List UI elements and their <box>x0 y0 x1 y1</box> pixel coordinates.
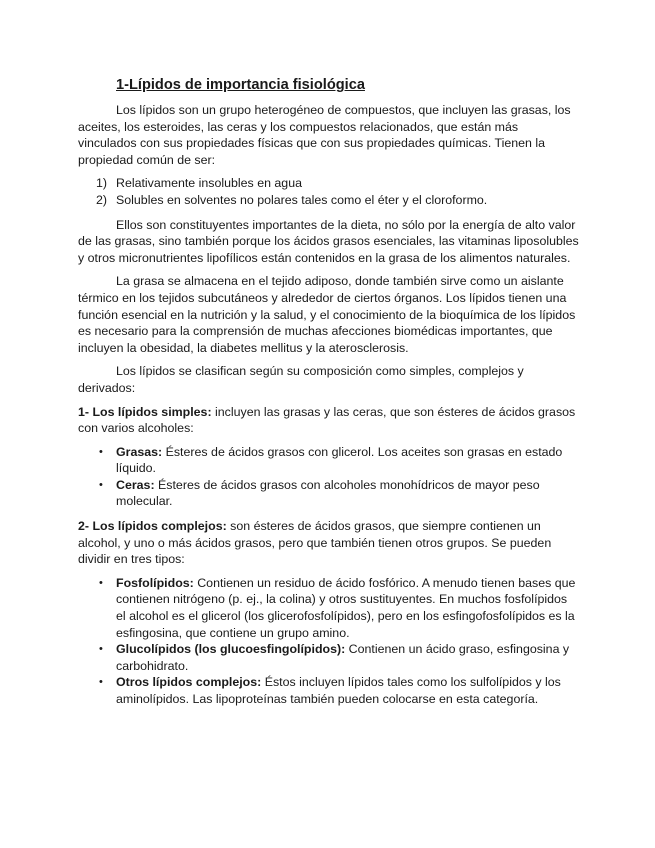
paragraph-classification: Los lípidos se clasifican según su composición como simples, complejos y derivados: <box>78 364 524 395</box>
list-item <box>78 444 580 477</box>
paragraph-diet: Ellos son constituyentes importantes de la dieta, no sólo por la energía de alto valor de las grasas, sino también porque los ácidos grasos esenciales, las vitaminas liposolubles y otros micronutrientes lipofílicos están contenidos en la grasa de los alimentos naturales. <box>78 217 579 265</box>
item-term: Otros lípidos complejos: <box>116 675 262 690</box>
item-text: Contienen un residuo de ácido fosfórico. A menudo tienen bases que contienen nitrógeno (p. ej., la colina) y otros sustituyentes. En muchos fosfolípidos el alcohol es el glicerol (los glicerofosfolípidos), pero en los esfingofosfolípidos es la esfingosina, que contiene un grupo amino. <box>116 575 576 640</box>
properties-list <box>78 175 580 208</box>
page-title: 1-Lípidos de importancia fisiológica <box>116 77 365 93</box>
item-term: Grasas: <box>116 444 163 459</box>
section-text: incluyen las grasas y las ceras, que son ésteres de ácidos grasos con varios alcoholes: <box>78 404 576 436</box>
complex-lipids-list <box>78 575 580 708</box>
list-item <box>78 674 580 707</box>
item-text: Ésteres de ácidos grasos con alcoholes monohídricos de mayor peso molecular. <box>116 477 540 509</box>
bullet-icon: • <box>99 576 103 589</box>
item-term: Ceras: <box>116 477 155 492</box>
list-item <box>78 192 580 209</box>
list-item <box>78 575 580 641</box>
paragraph-storage: La grasa se almacena en el tejido adiposo, donde también sirve como un aislante térmico en los tejidos subcutáneos y alrededor de ciertos órganos. Los lípidos tienen una función esencial en la nutrición y la salud, y el conocimiento de la bioquímica de los lípidos es necesario para la comprensión de muchas afecciones biomédicas importantes, que incluyen la obesidad, la diabetes mellitus y la aterosclerosis. <box>78 274 576 355</box>
list-number: 1) <box>96 176 108 191</box>
list-item <box>78 175 580 192</box>
bullet-icon: • <box>99 478 103 491</box>
bullet-icon: • <box>99 445 103 458</box>
item-text: Éstos incluyen lípidos tales como los sulfolípidos y los aminolípidos. Las lipoproteínas también pueden colocarse en esta categoría. <box>116 675 561 706</box>
item-term: Fosfolípidos: <box>116 575 194 590</box>
list-item-text: Relativamente insolubles en agua <box>116 176 302 191</box>
section-text: son ésteres de ácidos grasos, que siempre contienen un alcohol, y uno o más ácidos grasos, pero que también tienen otros grupos. Se pueden dividir en tres tipos: <box>78 519 552 567</box>
list-item <box>78 477 580 510</box>
bullet-icon: • <box>99 676 103 689</box>
section-simple-lipids <box>78 404 580 437</box>
document-page <box>78 76 580 715</box>
item-text: Contienen un ácido graso, esfingosina y carbohidrato. <box>116 642 570 673</box>
section-complex-lipids <box>78 518 580 568</box>
item-term: Glucolípidos (los glucoesfingolípidos): <box>116 642 346 657</box>
list-number: 2) <box>96 192 108 207</box>
simple-lipids-list <box>78 444 580 510</box>
bullet-icon: • <box>99 643 103 656</box>
list-item-text: Solubles en solventes no polares tales como el éter y el cloroformo. <box>116 192 488 207</box>
paragraph-intro: Los lípidos son un grupo heterogéneo de compuestos, que incluyen las grasas, los aceites, los esteroides, las ceras y los compuestos relacionados, que están más vinculados con sus propiedades físicas que con sus propiedades químicas. Tienen la propiedad común de ser: <box>78 103 571 167</box>
section-heading: 1- Los lípidos simples: <box>78 404 212 419</box>
item-text: Ésteres de ácidos grasos con glicerol. Los aceites son grasas en estado líquido. <box>116 444 563 476</box>
list-item <box>78 641 580 674</box>
section-heading: 2- Los lípidos complejos: <box>78 519 227 534</box>
